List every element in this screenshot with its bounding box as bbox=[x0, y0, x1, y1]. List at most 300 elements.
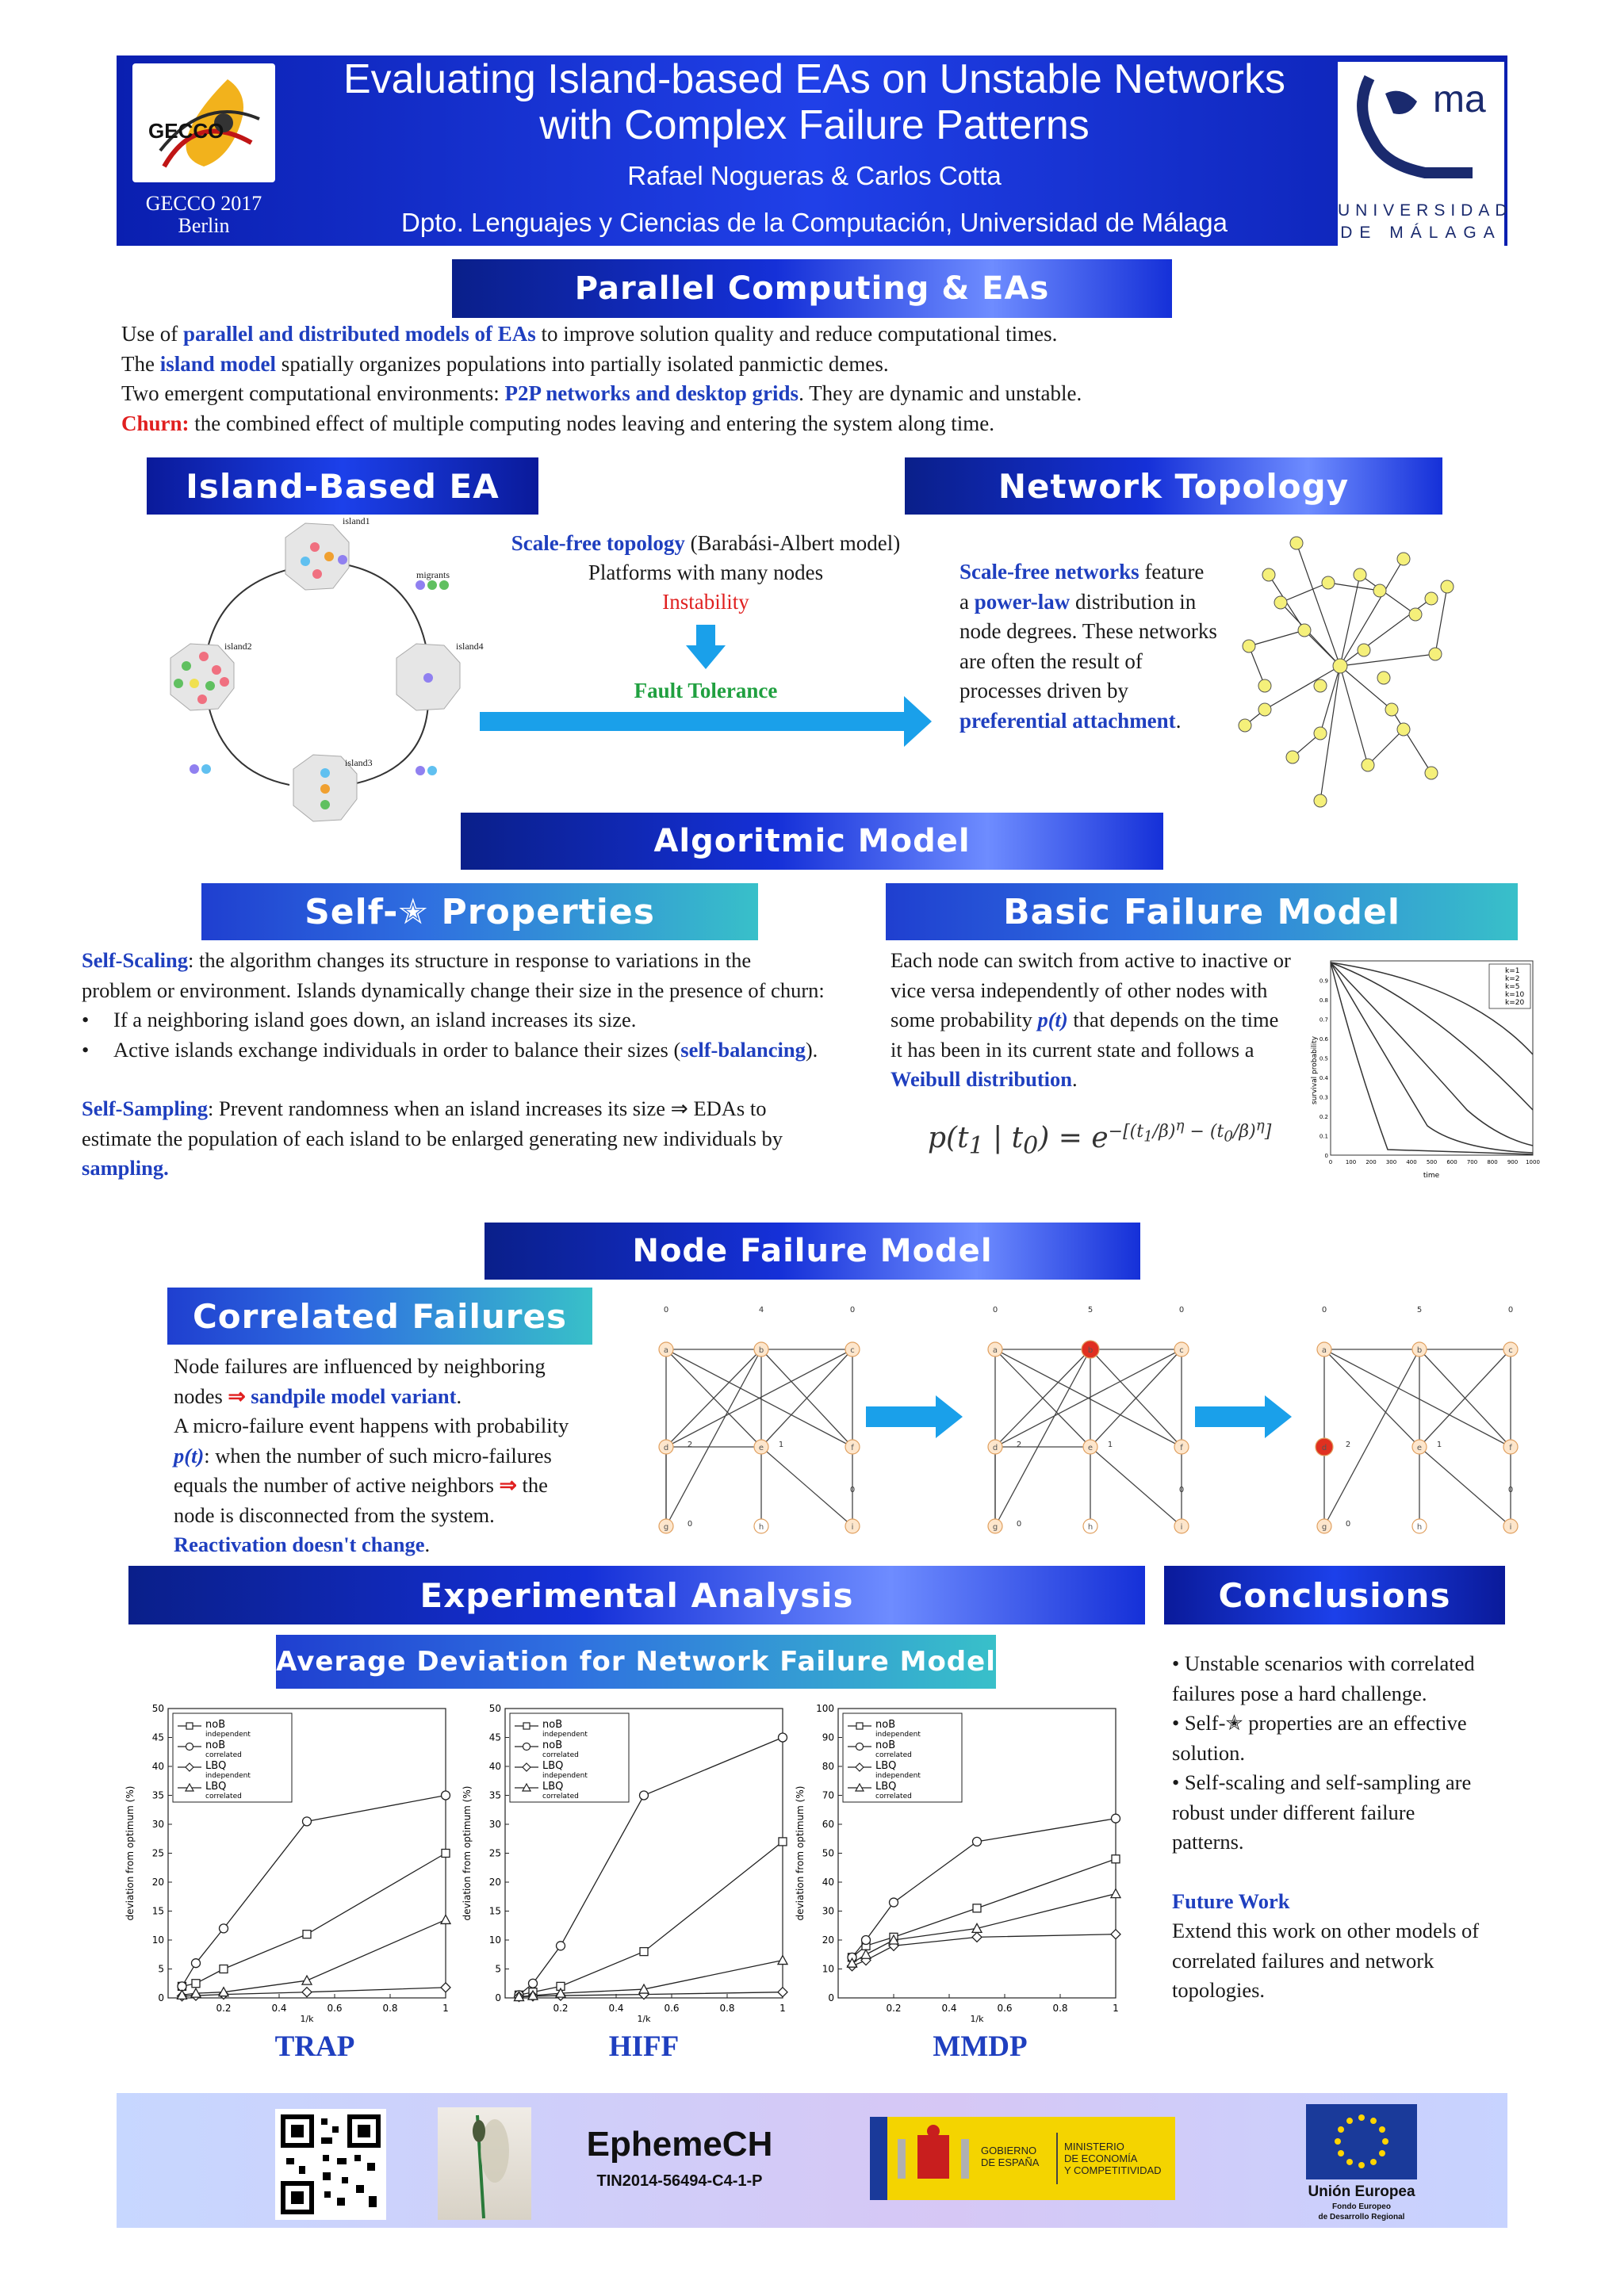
self-scaling-line2: problem or environment. Islands dynamically change their size in the presence of churn: bbox=[82, 978, 825, 1002]
plot-ytick: 10 bbox=[822, 1963, 834, 1975]
network-line1: Scale-free networks feature bbox=[959, 560, 1205, 584]
legend-sub: correlated bbox=[875, 1793, 912, 1800]
graph-node-label: b bbox=[1087, 1346, 1094, 1355]
section-title-correlated: Correlated Failures bbox=[167, 1288, 592, 1345]
section-title-network: Network Topology bbox=[905, 457, 1442, 515]
qr-code-icon bbox=[275, 2109, 386, 2220]
plot-ytick: 0 bbox=[495, 1992, 501, 2003]
graph-node-count: 0 bbox=[1178, 1306, 1185, 1314]
data-point bbox=[220, 1965, 228, 1973]
graph-node-label: h bbox=[1416, 1523, 1423, 1532]
legend-sub: independent bbox=[875, 1731, 921, 1739]
legend-sub: independent bbox=[542, 1731, 588, 1739]
trap-label: TRAP bbox=[274, 2030, 355, 2063]
data-point bbox=[192, 1980, 200, 1988]
plot-ytick: 40 bbox=[488, 1761, 501, 1772]
legend-name: LBQ bbox=[875, 1781, 897, 1793]
parallel-line3: Two emergent computational environments: P2P networks and desktop grids. They are dynamic and unstable. bbox=[121, 381, 1082, 405]
legend-sub: correlated bbox=[205, 1793, 242, 1800]
plot-ytick: 100 bbox=[816, 1703, 834, 1714]
parallel-line4: Churn: the combined effect of multiple computing nodes leaving and entering the system along time. bbox=[121, 411, 995, 435]
network-line4: are often the result of bbox=[959, 649, 1143, 673]
future-work-line1: Extend this work on other models of bbox=[1172, 1919, 1480, 1942]
graph-edge bbox=[761, 1447, 852, 1526]
eu-flag-strip bbox=[870, 2117, 887, 2200]
plot-ytick: 90 bbox=[822, 1732, 834, 1743]
graph-node-label: a bbox=[663, 1346, 669, 1355]
chart-xtick: 1000 bbox=[1526, 1159, 1540, 1165]
mmdp-label: MMDP bbox=[933, 2030, 1028, 2063]
graph-node-label: f bbox=[1180, 1444, 1183, 1452]
eu-logo bbox=[1227, 2104, 1465, 2223]
graph-node-label: g bbox=[1321, 1523, 1327, 1532]
plot-ytick: 20 bbox=[488, 1877, 501, 1888]
legend-sub: correlated bbox=[205, 1751, 242, 1759]
graph-node-count: 2 bbox=[1345, 1441, 1351, 1449]
plot-xlabel: 1/k bbox=[300, 2014, 314, 2024]
chart-ytick: 0.6 bbox=[1319, 1036, 1328, 1043]
chart-ytick: 0.7 bbox=[1319, 1016, 1328, 1024]
chart-legend-k10: k=10 bbox=[1505, 991, 1525, 999]
legend-name: noB bbox=[542, 1719, 563, 1731]
right-arrow-icon bbox=[480, 696, 932, 747]
conclusion-3c: patterns. bbox=[1172, 1830, 1244, 1854]
chart-legend-k2: k=2 bbox=[1505, 975, 1520, 983]
correlated-line5: equals the number of active neighbors ⇒ the bbox=[174, 1473, 548, 1497]
plot-ytick: 35 bbox=[151, 1789, 164, 1801]
section-title-algoritmic: Algoritmic Model bbox=[461, 813, 1163, 870]
graph-node-label: d bbox=[992, 1444, 998, 1452]
graph-node-label: g bbox=[992, 1523, 998, 1532]
data-point bbox=[1112, 1855, 1120, 1863]
legend-marker bbox=[523, 1743, 530, 1751]
network-line5: processes driven by bbox=[959, 679, 1128, 702]
conclusion-3a: • Self-scaling and self-sampling are bbox=[1172, 1770, 1472, 1794]
chart-legend-k1: k=1 bbox=[1505, 967, 1520, 975]
legend-sub: independent bbox=[205, 1772, 251, 1780]
chart-ytick: 0.2 bbox=[1319, 1114, 1328, 1120]
graph-node-label: i bbox=[851, 1523, 854, 1532]
graph-edge bbox=[992, 1349, 1090, 1526]
graph-node-count: 0 bbox=[849, 1306, 856, 1314]
graph-node-label: d bbox=[1321, 1444, 1327, 1452]
graph-node-label: f bbox=[1509, 1444, 1512, 1452]
formula-exponent: −[(t1/β)η − (t0/β)η] bbox=[1108, 1118, 1272, 1146]
graph-node-count: 5 bbox=[1416, 1306, 1423, 1314]
hiff-plot bbox=[456, 1697, 797, 2038]
section-title-parallel: Parallel Computing & EAs bbox=[452, 259, 1172, 318]
plot-xtick: 0.4 bbox=[608, 2003, 624, 2014]
formula-lhs: $p(t_1$ | $t_0) = e$ bbox=[928, 1122, 1109, 1161]
self-scaling-bullet1: • If a neighboring island goes down, an island increases its size. bbox=[82, 1008, 637, 1031]
plot-ytick: 60 bbox=[822, 1819, 834, 1830]
conclusions-text bbox=[1172, 1649, 1521, 2006]
spanish-government-logo bbox=[870, 2117, 1175, 2200]
gov-divider bbox=[1056, 2133, 1058, 2184]
chart-xtick: 600 bbox=[1446, 1159, 1457, 1165]
basic-line5: Weibull distribution. bbox=[891, 1067, 1078, 1091]
network-line2: a power-law distribution in bbox=[959, 589, 1197, 614]
ministerio-line2: DE ECONOMÍA bbox=[1064, 2152, 1138, 2164]
graph-node-label: d bbox=[663, 1444, 669, 1452]
eu-star-icon bbox=[1335, 2138, 1341, 2145]
plot-ylabel: deviation from optimum (%) bbox=[795, 1785, 806, 1921]
future-work-line2: correlated failures and network bbox=[1172, 1948, 1434, 1973]
network-line3: node degrees. These networks bbox=[959, 619, 1217, 643]
eu-name: Unión Europea bbox=[1308, 2183, 1415, 2200]
graph-node-label: f bbox=[851, 1444, 854, 1452]
mmdp-plot bbox=[789, 1697, 1130, 2038]
parallel-line1: Use of parallel and distributed models of EAs to improve solution quality and reduce computational times. bbox=[121, 322, 1058, 346]
plot-xtick: 0.8 bbox=[382, 2003, 398, 2014]
dragonfly-icon bbox=[438, 2107, 531, 2220]
eu-star-icon bbox=[1379, 2126, 1385, 2133]
chart-ytick: 0.1 bbox=[1319, 1133, 1328, 1140]
legend-name: noB bbox=[875, 1739, 896, 1751]
hiff-label: HIFF bbox=[608, 2030, 680, 2063]
graph-node-count: 0 bbox=[663, 1306, 669, 1314]
legend-marker bbox=[856, 1723, 863, 1729]
self-star-text bbox=[82, 946, 891, 1184]
gecco-logo-text: GECCO bbox=[148, 119, 224, 143]
plot-ytick: 35 bbox=[488, 1789, 501, 1801]
plot-legend bbox=[510, 1713, 629, 1802]
trap-plot bbox=[119, 1697, 460, 2038]
scale-free-network-graph bbox=[1233, 527, 1455, 813]
eu-star-icon bbox=[1370, 2118, 1377, 2124]
correlated-line4: p(t): when the number of such micro-failures bbox=[174, 1443, 552, 1468]
conclusion-2b: solution. bbox=[1172, 1740, 1246, 1765]
data-point bbox=[557, 1942, 565, 1950]
plot-xtick: 1 bbox=[442, 2003, 449, 2014]
graph-edge bbox=[1324, 1349, 1419, 1447]
plot-ylabel: deviation from optimum (%) bbox=[124, 1785, 136, 1921]
data-point bbox=[862, 1936, 871, 1945]
plot-xlabel: 1/k bbox=[637, 2014, 651, 2024]
uma-name-line1: UNIVERSIDAD bbox=[1338, 201, 1513, 220]
section-title-basic-failure: Basic Failure Model bbox=[886, 883, 1518, 940]
network-text bbox=[959, 557, 1245, 736]
plot-legend bbox=[843, 1713, 962, 1802]
legend-sub: independent bbox=[205, 1731, 251, 1739]
chart-ytick: 0.9 bbox=[1319, 978, 1328, 985]
data-point bbox=[973, 1837, 982, 1846]
data-point bbox=[640, 1948, 648, 1956]
eu-star-icon bbox=[1382, 2138, 1388, 2145]
plot-ytick: 20 bbox=[822, 1934, 834, 1946]
graph-node-label: c bbox=[1508, 1346, 1513, 1355]
legend-name: LBQ bbox=[542, 1781, 564, 1793]
island-label-4: island4 bbox=[456, 641, 484, 652]
poster-title-line2: with Complex Failure Patterns bbox=[539, 102, 1090, 148]
sandpile-graph-3 bbox=[1308, 1300, 1522, 1538]
section-title-island: Island-Based EA bbox=[147, 457, 538, 515]
section-subtitle-deviation: Average Deviation for Network Failure Model bbox=[276, 1635, 996, 1689]
basic-line1: Each node can switch from active to inactive or bbox=[891, 948, 1291, 972]
island-label-3: island3 bbox=[345, 757, 373, 768]
correlated-line7: Reactivation doesn't change. bbox=[174, 1533, 431, 1556]
section-title-self-star: Self-✭ Properties bbox=[201, 883, 758, 940]
plot-ytick: 50 bbox=[488, 1703, 501, 1714]
data-point bbox=[303, 1931, 311, 1938]
eu-star-icon bbox=[1358, 2114, 1365, 2121]
graph-node-count: 4 bbox=[758, 1306, 764, 1314]
conclusion-3b: robust under different failure bbox=[1172, 1800, 1415, 1824]
island-label-2: island2 bbox=[224, 641, 252, 652]
graph-node-count: 2 bbox=[687, 1441, 693, 1449]
graph-node-label: i bbox=[1509, 1523, 1512, 1532]
island-label-1: island1 bbox=[343, 515, 370, 526]
legend-name: noB bbox=[205, 1739, 226, 1751]
ministerio-line1: MINISTERIO bbox=[1064, 2141, 1124, 2152]
graph-node-count: 0 bbox=[849, 1486, 856, 1494]
plot-xtick: 1 bbox=[1113, 2003, 1119, 2014]
grant-code: TIN2014-56494-C4-1-P bbox=[596, 2172, 763, 2190]
chart-xtick: 900 bbox=[1507, 1159, 1519, 1165]
eu-star-icon bbox=[1346, 2159, 1353, 2165]
graph-node-label: h bbox=[1087, 1523, 1094, 1532]
plot-ytick: 0 bbox=[828, 1992, 834, 2003]
graph-edge bbox=[1090, 1447, 1185, 1526]
chart-ytick: 0.8 bbox=[1319, 997, 1328, 1004]
plot-ytick: 5 bbox=[495, 1963, 501, 1975]
eu-star-icon bbox=[1338, 2150, 1344, 2156]
graph-node-label: a bbox=[1321, 1346, 1327, 1355]
data-point bbox=[779, 1838, 787, 1846]
correlated-line1: Node failures are influenced by neighboring bbox=[174, 1354, 546, 1378]
data-point bbox=[973, 1904, 981, 1912]
graph-node-label: e bbox=[758, 1444, 764, 1452]
plot-ytick: 5 bbox=[158, 1963, 164, 1975]
section-title-experimental: Experimental Analysis bbox=[128, 1566, 1145, 1624]
plot-ytick: 45 bbox=[488, 1732, 501, 1743]
data-point bbox=[779, 1733, 787, 1742]
sandpile-graph-1 bbox=[650, 1300, 864, 1538]
self-scaling-line1: Self-Scaling: the algorithm changes its structure in response to variations in the bbox=[82, 948, 752, 972]
self-sampling-line3: sampling. bbox=[82, 1156, 169, 1180]
plot-ytick: 15 bbox=[151, 1905, 164, 1917]
conference-name: GECCO 2017 bbox=[145, 192, 262, 215]
section-title-conclusions: Conclusions bbox=[1164, 1566, 1505, 1624]
data-point bbox=[303, 1817, 312, 1826]
legend-name: LBQ bbox=[205, 1781, 227, 1793]
network-line6: preferential attachment. bbox=[959, 708, 1182, 733]
graph-node-count: 0 bbox=[687, 1520, 693, 1529]
data-point bbox=[890, 1898, 898, 1907]
plot-ytick: 25 bbox=[151, 1847, 164, 1859]
plot-ytick: 40 bbox=[151, 1761, 164, 1772]
plot-ytick: 45 bbox=[151, 1732, 164, 1743]
plot-xtick: 0.6 bbox=[327, 2003, 343, 2014]
chart-xticks bbox=[1329, 1159, 1540, 1165]
data-point bbox=[1112, 1814, 1120, 1823]
parallel-line2: The island model spatially organizes populations into partially isolated panmictic demes. bbox=[121, 351, 889, 376]
plot-ytick: 70 bbox=[822, 1789, 834, 1801]
header-banner bbox=[117, 55, 1513, 246]
future-work-line3: topologies. bbox=[1172, 1978, 1266, 2002]
graph-node-label: c bbox=[850, 1346, 855, 1355]
self-sampling-line2: estimate the population of each island to be enlarged generating new individuals by bbox=[82, 1126, 783, 1150]
graph-arrow-2-icon bbox=[1195, 1395, 1292, 1438]
graph-edge bbox=[1324, 1349, 1511, 1447]
fault-tolerance-label: Fault Tolerance bbox=[634, 679, 778, 702]
migrants-label: migrants bbox=[416, 569, 450, 580]
legend-sub: correlated bbox=[875, 1751, 912, 1759]
chart-ytick: 0.5 bbox=[1319, 1055, 1328, 1062]
eu-flag-icon bbox=[1306, 2104, 1417, 2179]
plot-xtick: 0.4 bbox=[941, 2003, 957, 2014]
eu-star-icon bbox=[1370, 2159, 1377, 2165]
basic-line4: it has been in its current state and follows a bbox=[891, 1037, 1254, 1062]
chart-xtick: 400 bbox=[1406, 1159, 1417, 1165]
legend-sub: correlated bbox=[542, 1793, 579, 1800]
legend-sub: correlated bbox=[542, 1751, 579, 1759]
chart-legend-k20: k=20 bbox=[1505, 999, 1525, 1007]
plot-xtick: 0.6 bbox=[664, 2003, 680, 2014]
legend-marker bbox=[186, 1743, 193, 1751]
plot-ytick: 50 bbox=[151, 1703, 164, 1714]
footer-banner bbox=[117, 2093, 1507, 2228]
project-name: EphemeCH bbox=[586, 2125, 773, 2164]
graph-node-label: e bbox=[1087, 1444, 1094, 1452]
eu-star-icon bbox=[1346, 2118, 1353, 2124]
plot-xtick: 0.2 bbox=[886, 2003, 902, 2014]
graph-node-count: 1 bbox=[1436, 1441, 1442, 1449]
conclusion-2a: • Self-✭ properties are an effective bbox=[1172, 1711, 1467, 1735]
data-point bbox=[529, 1979, 538, 1988]
qr-code bbox=[275, 2109, 386, 2220]
self-scaling-bullet2: • Active islands exchange individuals in order to balance their sizes (self-balancing). bbox=[82, 1037, 818, 1062]
legend-sub: independent bbox=[542, 1772, 588, 1780]
plot-legend bbox=[173, 1713, 292, 1802]
plot-ytick: 10 bbox=[488, 1934, 501, 1946]
graph-edge bbox=[1321, 1349, 1419, 1526]
eu-fund-line1: Fondo Europeo bbox=[1332, 2202, 1391, 2211]
plot-ytick: 10 bbox=[151, 1934, 164, 1946]
gobierno-line2: DE ESPAÑA bbox=[981, 2156, 1040, 2168]
correlated-line3: A micro-failure event happens with probability bbox=[174, 1414, 569, 1437]
spain-coat-of-arms-icon bbox=[890, 2123, 977, 2195]
correlated-line2: nodes ⇒ sandpile model variant. bbox=[174, 1383, 462, 1408]
legend-marker bbox=[523, 1723, 530, 1729]
future-work-title: Future Work bbox=[1172, 1888, 1290, 1913]
conclusion-1b: failures pose a hard challenge. bbox=[1172, 1681, 1427, 1705]
graph-node-count: 0 bbox=[1321, 1306, 1327, 1314]
chart-ytick: 0.3 bbox=[1319, 1094, 1328, 1101]
chart-xtick: 100 bbox=[1345, 1159, 1357, 1165]
chart-xtick: 700 bbox=[1466, 1159, 1478, 1165]
graph-node-label: a bbox=[992, 1346, 998, 1355]
data-point bbox=[442, 1850, 450, 1858]
section-title-node-failure: Node Failure Model bbox=[485, 1223, 1140, 1280]
basic-failure-text bbox=[891, 946, 1311, 1095]
graph-node-count: 1 bbox=[1107, 1441, 1113, 1449]
plot-xtick: 1 bbox=[779, 2003, 786, 2014]
legend-marker bbox=[856, 1743, 864, 1751]
legend-name: LBQ bbox=[205, 1760, 227, 1772]
plot-ytick: 15 bbox=[488, 1905, 501, 1917]
basic-line2: vice versa independently of other nodes with bbox=[891, 978, 1268, 1002]
plot-ylabel: deviation from optimum (%) bbox=[462, 1785, 473, 1921]
platforms-line: Platforms with many nodes bbox=[588, 561, 824, 584]
sandpile-graph-svg bbox=[979, 1300, 1193, 1538]
graph-arrow-1-icon bbox=[866, 1395, 963, 1438]
chart-xtick: 200 bbox=[1365, 1159, 1377, 1165]
legend-marker bbox=[186, 1723, 193, 1729]
chart-ytick: 0.4 bbox=[1319, 1075, 1328, 1081]
graph-node-count: 0 bbox=[992, 1306, 998, 1314]
legend-name: LBQ bbox=[875, 1760, 897, 1772]
plot-ytick: 30 bbox=[151, 1819, 164, 1830]
plot-ytick: 50 bbox=[822, 1847, 834, 1859]
graph-node-label: g bbox=[663, 1523, 669, 1532]
data-point bbox=[192, 1959, 201, 1968]
graph-node-count: 0 bbox=[1016, 1520, 1022, 1529]
poster-title-line1: Evaluating Island-based EAs on Unstable Networks bbox=[343, 56, 1285, 102]
plot-ytick: 80 bbox=[822, 1761, 834, 1772]
correlated-line6: node is disconnected from the system. bbox=[174, 1502, 495, 1527]
graph-node-label: h bbox=[758, 1523, 764, 1532]
gecco-logo bbox=[132, 63, 275, 182]
ministerio-line3: Y COMPETITIVIDAD bbox=[1064, 2164, 1162, 2176]
uma-logo bbox=[1338, 62, 1513, 246]
basic-line3: some probability p(t) that depends on the time bbox=[891, 1008, 1279, 1031]
chart-xlabel: time bbox=[1423, 1172, 1440, 1180]
weibull-formula bbox=[928, 1118, 1271, 1161]
graph-node-label: e bbox=[1416, 1444, 1423, 1452]
chart-ylabel: survival probability bbox=[1311, 1035, 1319, 1105]
graph-node-count: 0 bbox=[1178, 1486, 1185, 1494]
plot-ytick: 30 bbox=[488, 1819, 501, 1830]
legend-name: LBQ bbox=[542, 1760, 564, 1772]
graph-node-label: i bbox=[1180, 1523, 1183, 1532]
graph-node-label: c bbox=[1179, 1346, 1184, 1355]
plot-xtick: 0.6 bbox=[997, 2003, 1013, 2014]
chart-xtick: 500 bbox=[1426, 1159, 1438, 1165]
chart-xtick: 300 bbox=[1385, 1159, 1397, 1165]
graph-node-count: 5 bbox=[1087, 1306, 1094, 1314]
graph-node-label: b bbox=[1416, 1346, 1423, 1355]
island-model-diagram bbox=[155, 515, 504, 832]
data-point bbox=[220, 1924, 228, 1933]
graph-edge bbox=[1419, 1447, 1514, 1526]
sandpile-graph-svg bbox=[1308, 1300, 1522, 1538]
graph-node-count: 2 bbox=[1016, 1441, 1022, 1449]
eu-fund-line2: de Desarrollo Regional bbox=[1318, 2213, 1405, 2221]
eu-star-icon bbox=[1358, 2162, 1365, 2168]
chart-xtick: 0 bbox=[1328, 1159, 1333, 1165]
chart-yticks bbox=[1320, 978, 1329, 1160]
eu-star-icon bbox=[1338, 2126, 1344, 2133]
plot-xtick: 0.2 bbox=[553, 2003, 569, 2014]
plot-xtick: 0.8 bbox=[719, 2003, 735, 2014]
dragonfly-photo bbox=[438, 2107, 531, 2220]
chart-ytick: 0 bbox=[1324, 1153, 1328, 1159]
conference-city: Berlin bbox=[178, 214, 230, 237]
data-point bbox=[640, 1791, 649, 1800]
legend-name: noB bbox=[542, 1739, 563, 1751]
plot-ytick: 25 bbox=[488, 1847, 501, 1859]
poster-affiliation: Dpto. Lenguajes y Ciencias de la Computación, Universidad de Málaga bbox=[401, 208, 1228, 237]
graph-node-label: b bbox=[758, 1346, 764, 1355]
scale-free-line: Scale-free topology (Barabási-Albert model) bbox=[511, 531, 901, 555]
island-ring-diagram bbox=[155, 515, 504, 832]
instability-label: Instability bbox=[662, 590, 749, 614]
uma-logo-text: ma bbox=[1433, 78, 1486, 121]
eu-star-icon bbox=[1379, 2150, 1385, 2156]
graph-node-count: 0 bbox=[1507, 1486, 1514, 1494]
legend-sub: independent bbox=[875, 1772, 921, 1780]
